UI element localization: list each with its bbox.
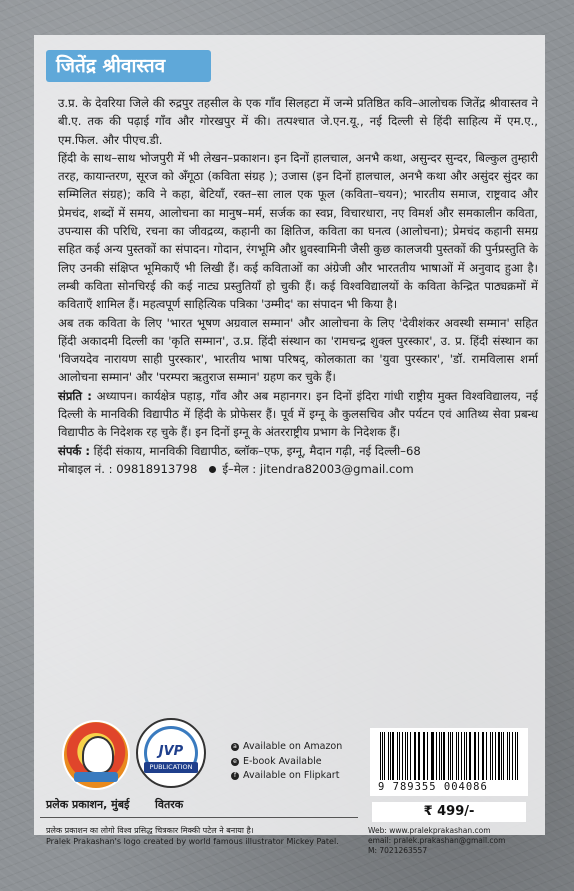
barcode-bar: [402, 732, 403, 780]
jvp-logo-icon: [136, 718, 206, 788]
barcode-bar: [399, 732, 400, 780]
contact-text: हिंदी संकाय, मानविकी विद्यापीठ, ब्लॉक–एफ, इग्नू, मैदान गढ़ी, नई दिल्ली–68: [90, 443, 421, 458]
logo-ribbon: [74, 772, 118, 782]
barcode-bars: [380, 732, 520, 780]
barcode-bar: [388, 732, 389, 780]
availability-label: E-book Available: [243, 755, 322, 767]
barcode-bar: [503, 732, 504, 780]
availability-ebook: [231, 755, 342, 770]
barcode-bar: [384, 732, 385, 780]
divider: [40, 817, 358, 818]
availability-label: Available on Amazon: [243, 741, 343, 752]
ganesha-figure-icon: [82, 736, 114, 774]
bio-current: [58, 387, 538, 442]
barcode-bar: [405, 732, 406, 780]
publisher-website: Web: www.pralekprakashan.com: [368, 826, 491, 835]
bio-awards: अब तक कविता के लिए 'भारत भूषण अग्रवाल सम्मान' और आलोचना के लिए 'देवीशंकर अवस्थी सम्मान' सहित हिंदी अकादमी दिल्ली का 'कृति सम्मान', उ.प्र. हिंदी संस्थान का 'रामचन्द्र शुक्ल पुरस्कार', उ. प्र. हिंदी संस्थान का 'विजयदेव नारायण साही पुरस्कार', भारतीय भाषा परिषद्, कोलकाता का 'युवा पुरस्कार', 'डॉ. रामविलास शर्मा आलोचना सम्मान' और 'परम्परा ऋतुराज सम्मान' ग्रहण कर चुके हैं।: [58, 315, 538, 385]
bio-birth-education: उ.प्र. के देवरिया जिले की रुद्रपुर तहसील के एक गाँव सिलहटा में जन्मे प्रतिष्ठित कवि–आलोचक जितेंद्र श्रीवास्तव ने बी.ए. तक की पढ़ाई गाँव और गोरखपुर में की। तत्पश्चात जे.एन.यू., नई दिल्ली से हिंदी साहित्य में एम.ए., एम.फिल. और पीएच.डी.: [58, 96, 538, 147]
barcode-bar: [458, 732, 459, 780]
bullet-icon: [209, 466, 216, 473]
barcode-bar: [466, 732, 467, 780]
barcode-bar: [436, 732, 437, 780]
barcode-bar: [390, 732, 391, 780]
barcode-bar: [415, 732, 416, 780]
jvp-logo-subtext: PUBLICATION: [144, 762, 198, 773]
availability-flipkart: [231, 769, 342, 784]
barcode-bar: [450, 732, 451, 780]
availability-label: Available on Flipkart: [243, 770, 340, 781]
barcode-bar: [397, 732, 398, 780]
barcode-bar: [490, 732, 491, 780]
distributor-label: वितरक: [155, 798, 184, 811]
barcode-bar: [392, 732, 394, 780]
barcode-bar: [495, 732, 496, 780]
logo-credit-hindi: प्रलेक प्रकाशन का लोगो विश्व प्रसिद्ध चित्रकार मिक्की पटेल ने बनाया है।: [46, 826, 254, 835]
barcode-bar: [474, 732, 475, 780]
availability-list: [231, 740, 342, 784]
barcode-bar: [498, 732, 500, 780]
bio-contact: [58, 442, 538, 460]
barcode-bar: [418, 732, 420, 780]
barcode-bar: [482, 732, 483, 780]
barcode-bar: [456, 732, 457, 780]
barcode-bar: [427, 732, 428, 780]
barcode-bar: [441, 732, 442, 780]
barcode-bar: [432, 732, 433, 780]
author-bio: [58, 94, 538, 478]
barcode-bar: [407, 732, 408, 780]
bio-phone-email: [58, 460, 538, 478]
barcode-bar: [509, 732, 510, 780]
logo-credit-english: Pralek Prakashan's logo created by world famous illustrator Mickey Patel.: [46, 837, 339, 846]
publisher-mobile: M: 7021263557: [368, 846, 428, 855]
bio-works: हिंदी के साथ–साथ भोजपुरी में भी लेखन–प्रकाशन। इन दिनों हालचाल, अनभै कथा, असुन्दर सुन्दर, बिल्कुल तुम्हारी तरह, कायान्तरण, सूरज को अँगूठा (कविता संग्रह ); उजास (इन दिनों हालचाल, अनभै कथा और असुंदर सुंदर का सम्मिलित संग्रह); कवि ने कहा, बेटियाँ, रक्त–सा लाल एक फूल (कविता–चयन); भारतीय समाज, राष्ट्रवाद और प्रेमचंद, शब्दों में समय, आलोचना का मानुष–मर्म, सर्जक का स्वप्न, विचारधारा, नए विमर्श और समकालीन कविता, उपन्यास की परिधि, रचना का जीवद्रव्य, कहानी का क्षितिज, कविता का घनत्व (आलोचना); प्रेमचंद कहानी समग्र सहित कई अन्य पुस्तकों का संपादन। गोदान, रंगभूमि और ध्रुवस्वामिनी जैसी कुछ कालजयी पुस्तकों की पुर्नप्रस्तुति के लिए उनकी संक्षिप्त भूमिकाएँ भी लिखी हैं। कई कविताओं का अंग्रेजी और भारततीय भाषाओं में अनुवाद हुआ है। लम्बी कविता सोनचिरई की कई नाट्य प्रस्तुतियाँ हो चुकी हैं। कई विश्वविद्यालयों के कविता केन्द्रित पाठ्यक्रमों में कविताएँ शामिल हैं। महत्वपूर्ण साहित्यिक पत्रिका 'उम्मीद' का संपादन भी किया है।: [58, 150, 538, 312]
flipkart-icon: f: [231, 772, 239, 780]
amazon-icon: a: [231, 743, 239, 751]
author-name: जितेंद्र श्रीवास्तव: [46, 50, 211, 82]
publisher-name: प्रलेक प्रकाशन, मुंबई: [46, 798, 130, 811]
isbn-barcode: [370, 728, 528, 796]
barcode-bar: [423, 732, 424, 780]
barcode-bar: [478, 732, 479, 780]
isbn-number: 9 789355 004086: [378, 781, 488, 793]
barcode-bar: [382, 732, 383, 780]
current-label: संप्रति :: [58, 388, 92, 403]
jvp-logo-text: JVP: [158, 744, 184, 759]
barcode-bar: [464, 732, 465, 780]
barcode-bar: [452, 732, 453, 780]
barcode-bar: [492, 732, 493, 780]
barcode-bar: [483, 732, 484, 780]
barcode-bar: [424, 732, 425, 780]
barcode-bar: [431, 732, 432, 780]
price-tag: ₹ 499/-: [372, 802, 526, 822]
barcode-bar: [461, 732, 462, 780]
pralek-logo-icon: [62, 720, 130, 790]
barcode-bar: [515, 732, 516, 780]
publisher-email: email: pralek.prakashan@gmail.com: [368, 836, 506, 845]
barcode-bar: [443, 732, 445, 780]
barcode-bar: [512, 732, 513, 780]
logo-credit: [46, 825, 339, 847]
contact-label: संपर्क :: [58, 443, 90, 458]
barcode-bar: [439, 732, 440, 780]
barcode-bar: [475, 732, 476, 780]
email-address: ई–मेल : jitendra82003@gmail.com: [222, 461, 414, 476]
barcode-bar: [486, 732, 487, 780]
barcode-bar: [501, 732, 502, 780]
barcode-bar: [448, 732, 449, 780]
barcode-bar: [410, 732, 411, 780]
availability-amazon: [231, 740, 342, 755]
barcode-bar: [469, 732, 471, 780]
current-text: अध्यापन। कार्यक्षेत्र पहाड़, गाँव और अब महानगर। इन दिनों इंदिरा गांधी राष्ट्रीय मुक्त विश्वविद्यालय, नई दिल्ली के मानविकी विद्यापीठ में हिंदी के प्रोफेसर हैं। पूर्व में इग्नू के कुलसचिव और पर्यटन एवं आतिथ्य सेवा प्रबन्ध विद्यापीठ के निदेशक रह चुके हैं। इन दिनों इग्नू के अंतरराष्ट्रीय प्रभाग के निदेशक हैं।: [58, 388, 538, 440]
ebook-icon: e: [231, 758, 239, 766]
mobile-number: मोबाइल नं. : 09818913798: [58, 461, 198, 476]
barcode-bar: [507, 732, 508, 780]
barcode-bar: [517, 732, 518, 780]
barcode-bar: [380, 732, 381, 780]
barcode-bar: [414, 732, 415, 780]
publisher-contact: [368, 826, 505, 856]
